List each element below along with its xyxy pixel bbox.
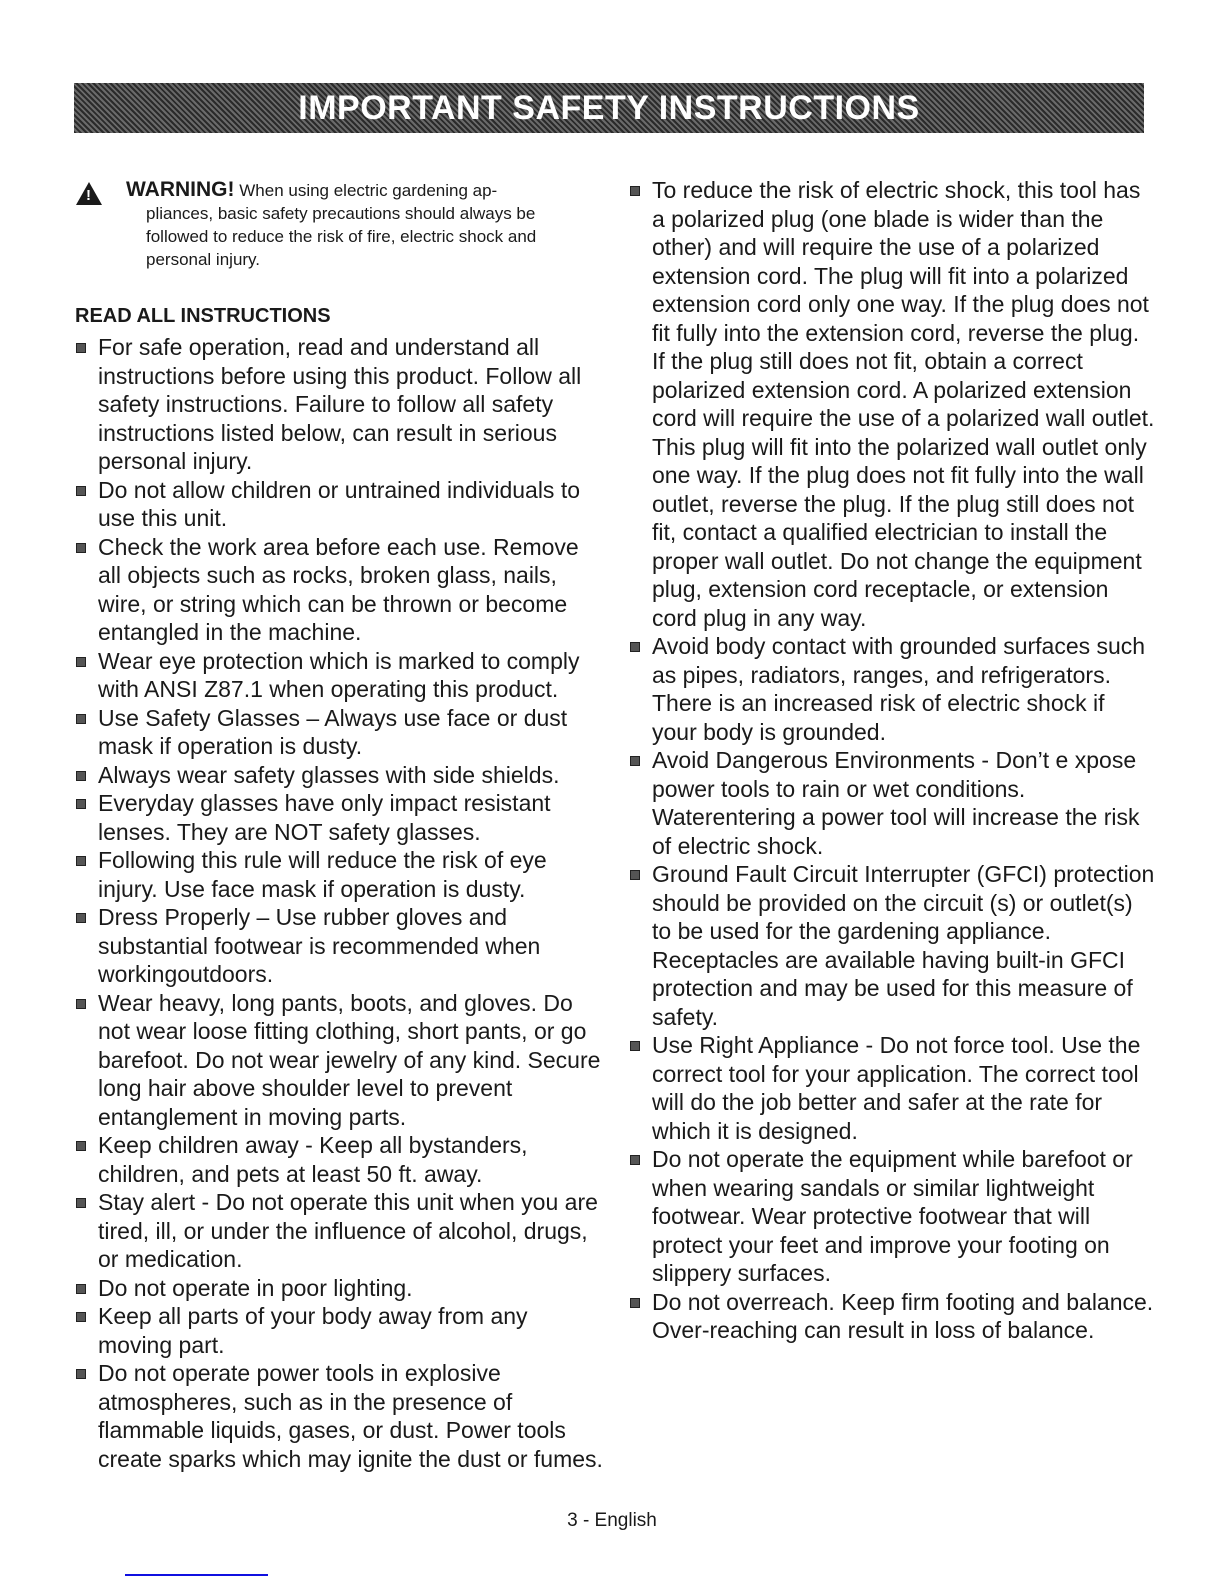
title-banner xyxy=(74,83,1144,133)
list-item: Do not overreach. Keep firm footing and balance. Over-reaching can result in loss of balance. xyxy=(630,1288,1155,1345)
left-instruction-list xyxy=(76,333,606,1473)
list-item: Wear eye protection which is marked to comply with ANSI Z87.1 when operating this product. xyxy=(76,647,606,704)
list-item: Use Safety Glasses – Always use face or dust mask if operation is dusty. xyxy=(76,704,606,761)
warning-first-line: When using electric gardening ap- xyxy=(239,181,498,200)
list-item: Following this rule will reduce the risk of eye injury. Use face mask if operation is dusty. xyxy=(76,846,606,903)
list-item: Always wear safety glasses with side shields. xyxy=(76,761,606,790)
warning-block xyxy=(76,178,596,271)
list-item: Do not operate the equipment while barefoot or when wearing sandals or similar lightweight footwear. Wear protective footwear that will protect your feet and improve your footing on slippery surfaces. xyxy=(630,1145,1155,1288)
right-instruction-list xyxy=(630,176,1155,1345)
list-item: Avoid body contact with grounded surfaces such as pipes, radiators, ranges, and refrigerators. There is an increased risk of electric shock if your body is grounded. xyxy=(630,632,1155,746)
section-heading: READ ALL INSTRUCTIONS xyxy=(75,305,331,327)
warning-title: WARNING! xyxy=(126,178,235,201)
list-item: Check the work area before each use. Remove all objects such as rocks, broken glass, nails, wire, or string which can be thrown or become entangled in the machine. xyxy=(76,533,606,647)
warning-text xyxy=(126,178,596,271)
warning-body: pliances, basic safety precautions should always be followed to reduce the risk of fire, electric shock and personal injury. xyxy=(146,204,537,269)
list-item: Dress Properly – Use rubber gloves and substantial footwear is recommended when workingoutdoors. xyxy=(76,903,606,989)
divider-line xyxy=(125,1574,268,1576)
list-item: Wear heavy, long pants, boots, and gloves. Do not wear loose fitting clothing, short pants, or go barefoot. Do not wear jewelry of any kind. Secure long hair above shoulder level to prevent entanglement in moving parts. xyxy=(76,989,606,1132)
list-item: Do not operate power tools in explosive atmospheres, such as in the presence of flammable liquids, gases, or dust. Power tools create sparks which may ignite the dust or fumes. xyxy=(76,1359,606,1473)
list-item: To reduce the risk of electric shock, this tool has a polarized plug (one blade is wider than the other) and will require the use of a polarized extension cord. The plug will fit into a polarized extension cord only one way. If the plug does not fit fully into the extension cord, reverse the plug. If the plug still does not fit, obtain a correct polarized extension cord. A polarized extension cord will require the use of a polarized wall outlet. This plug will fit into the polarized wall outlet only one way. If the plug does not fit fully into the wall outlet, reverse the plug. If the plug still does not fit, contact a qualified electrician to install the proper wall outlet. Do not change the equipment plug, extension cord receptacle, or extension cord plug in any way. xyxy=(630,176,1155,632)
list-item: Use Right Appliance - Do not force tool. Use the correct tool for your application. The correct tool will do the job better and safer at the rate for which it is designed. xyxy=(630,1031,1155,1145)
list-item: Avoid Dangerous Environments - Don’t e xpose power tools to rain or wet conditions. Waterentering a power tool will increase the risk of electric shock. xyxy=(630,746,1155,860)
list-item: Stay alert - Do not operate this unit when you are tired, ill, or under the influence of alcohol, drugs, or medication. xyxy=(76,1188,606,1274)
list-item: Do not operate in poor lighting. xyxy=(76,1274,606,1303)
list-item: Do not allow children or untrained individuals to use this unit. xyxy=(76,476,606,533)
page-number: 3 - English xyxy=(567,1510,657,1531)
list-item: Ground Fault Circuit Interrupter (GFCI) protection should be provided on the circuit (s) or outlet(s) to be used for the gardening appliance. Receptacles are available having built-in GFCI protection and may be used for this measure of safety. xyxy=(630,860,1155,1031)
warning-triangle-icon xyxy=(76,182,102,205)
page-title: IMPORTANT SAFETY INSTRUCTIONS xyxy=(298,88,920,127)
list-item: For safe operation, read and understand all instructions before using this product. Follow all safety instructions. Failure to follow all safety instructions listed below, can result in serious personal injury. xyxy=(76,333,606,476)
list-item: Everyday glasses have only impact resistant lenses. They are NOT safety glasses. xyxy=(76,789,606,846)
list-item: Keep children away - Keep all bystanders, children, and pets at least 50 ft. away. xyxy=(76,1131,606,1188)
list-item: Keep all parts of your body away from any moving part. xyxy=(76,1302,606,1359)
